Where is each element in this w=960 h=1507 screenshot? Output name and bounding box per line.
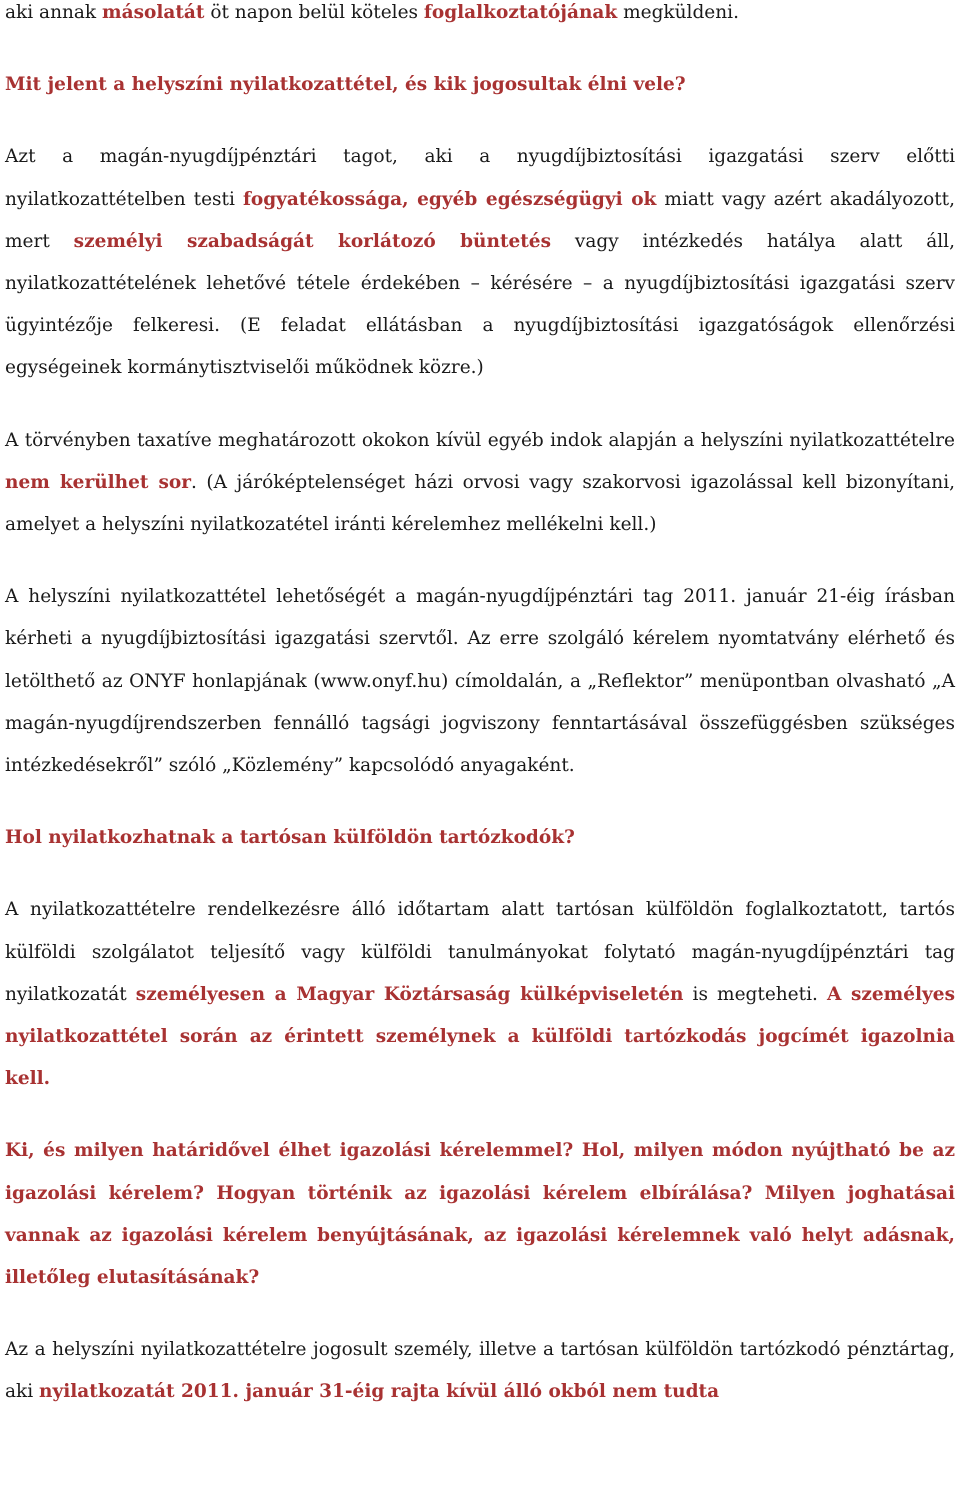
block-spacer xyxy=(5,34,955,64)
body-paragraph xyxy=(5,1329,955,1413)
text-run: Ki, és milyen határidővel élhet igazolási kérelemmel? Hol, milyen módon nyújtható be az igazolási kérelem? Hogyan történik az igazolási kérelem elbírálása? Milyen joghatásai vannak az igazolási kérelem benyújtásának, az igazolási kérelemnek való helyt adásnak, illetőleg elutasításának? xyxy=(5,1140,955,1289)
text-run: is megteheti. xyxy=(683,983,827,1005)
section-heading xyxy=(5,1130,955,1299)
highlighted-text: nyilatkozatát 2011. január 31-éig rajta kívül álló okból nem tudta xyxy=(39,1381,720,1403)
section-heading xyxy=(5,817,955,859)
block-spacer xyxy=(5,859,955,889)
text-run: A nyilatkozattételre rendelkezésre álló időtartam alatt tartósan külföldön foglalkoztatott, tartós külföldi szolgálatot teljesítő vagy külföldi tanulmányokat folytató magán-nyugdíjpénztári tag nyilatkozatát xyxy=(5,899,955,1005)
highlighted-text: személyi szabadságát korlátozó büntetés xyxy=(73,230,551,252)
text-run: Azt a magán-nyugdíjpénztári tagot, aki a nyugdíjbiztosítási igazgatási szerv előtti nyilatkozattételben testi xyxy=(5,146,955,210)
block-spacer xyxy=(5,106,955,136)
highlighted-text: foglalkoztatójának xyxy=(423,2,618,23)
body-paragraph xyxy=(5,0,955,34)
text-run: miatt vagy azért akadályozott, mert xyxy=(5,188,955,252)
section-heading xyxy=(5,64,955,106)
text-run: öt napon belül köteles xyxy=(204,2,424,23)
body-paragraph xyxy=(5,889,955,1100)
body-paragraph xyxy=(5,136,955,389)
block-spacer xyxy=(5,546,955,576)
block-spacer xyxy=(5,390,955,420)
body-paragraph xyxy=(5,420,955,547)
highlighted-text: fogyatékossága, egyéb egészségügyi ok xyxy=(242,188,657,210)
text-run: Az a helyszíni nyilatkozattételre jogosult személy, illetve a tartósan külföldön tartózkodó pénztártag, aki xyxy=(5,1339,955,1403)
highlighted-text: nem kerülhet sor xyxy=(5,471,191,493)
text-run: Hol nyilatkozhatnak a tartósan külföldön tartózkodók? xyxy=(5,827,575,849)
text-run: A törvényben taxatíve meghatározott okokon kívül egyéb indok alapján a helyszíni nyilatkozattételre xyxy=(5,429,955,451)
block-spacer xyxy=(5,1299,955,1329)
block-spacer xyxy=(5,787,955,817)
highlighted-text: másolatát xyxy=(102,2,205,23)
block-spacer xyxy=(5,1100,955,1130)
text-run: . (A járóképtelenséget házi orvosi vagy szakorvosi igazolással kell bizonyítani, amelyet a helyszíni nyilatkozatétel iránti kérelemhez mellékelni kell.) xyxy=(5,471,955,536)
text-run: vagy intézkedés hatálya alatt áll, nyilatkozattételének lehetővé tétele érdekében – kérésére – a nyugdíjbiztosítási igazgatási szerv ügyintézője felkeresi. (E feladat ellátásban a nyugdíjbiztosítási igazgatóságok ellenőrzési egységeinek kormánytisztviselői működnek közre.) xyxy=(5,230,955,379)
text-run: Mit jelent a helyszíni nyilatkozattétel, és kik jogosultak élni vele? xyxy=(5,74,686,96)
document-page xyxy=(5,0,955,1414)
text-run: aki annak xyxy=(5,2,103,23)
highlighted-text: személyesen a Magyar Köztársaság külképviseletén xyxy=(135,983,684,1005)
body-paragraph xyxy=(5,576,955,787)
highlighted-text: A személyes nyilatkozattétel során az érintett személynek a külföldi tartózkodás jogcímét igazolnia kell. xyxy=(5,983,955,1090)
text-run: megküldeni. xyxy=(617,2,739,23)
text-run: A helyszíni nyilatkozattétel lehetőségét a magán-nyugdíjpénztári tag 2011. január 21-éig írásban kérheti a nyugdíjbiztosítási igazgatási szervtől. Az erre szolgáló kérelem nyomtatvány elérhető és letölthető az ONYF honlapjának (www.onyf.hu) címoldalán, a „Reflektor” menüpontban olvasható „A magán-nyugdíjrendszerben fennálló tagsági jogviszony fenntartásával összefüggésben szükséges intézkedésekről” szóló „Közlemény” kapcsolódó anyagaként. xyxy=(5,586,955,777)
